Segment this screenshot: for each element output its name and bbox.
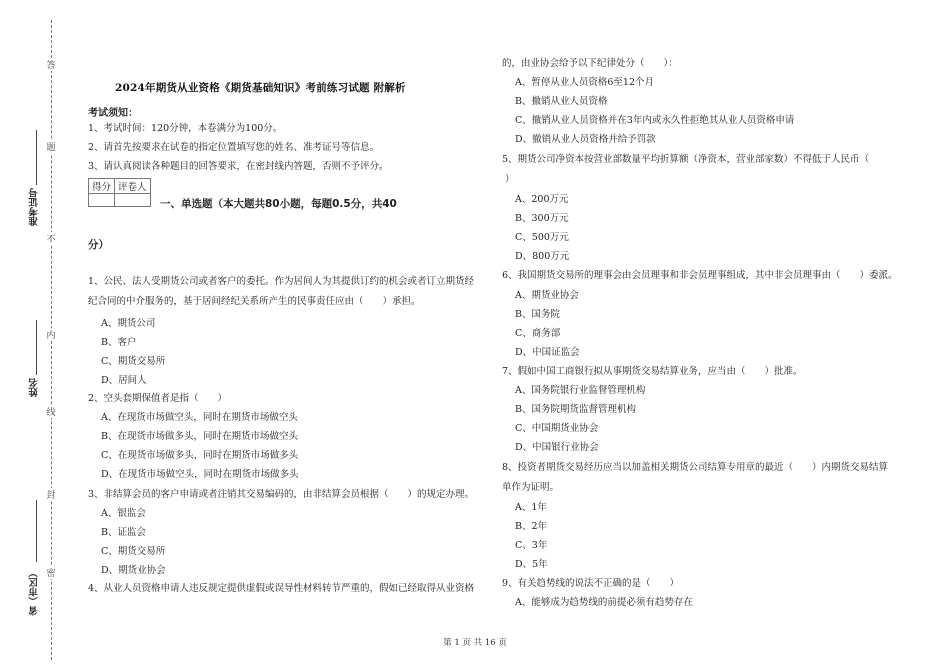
option-line: C、期货交易所 <box>101 546 166 557</box>
notice-item: 1、考试时间：120分钟，本卷满分为100分。 <box>88 123 283 134</box>
question-line: 8、投资者期货交易经历应当以加盖相关期货公司结算专用章的最近（ ）内期货交易结算 <box>502 462 889 473</box>
option-line: D、5年 <box>515 559 548 570</box>
binding-margin <box>0 0 70 671</box>
notice-item: 2、请首先按要求在试卷的指定位置填写您的姓名、准考证号等信息。 <box>88 142 380 153</box>
seal-char-feng: 封 <box>44 488 58 501</box>
question-line: ） <box>505 174 515 185</box>
option-line: B、2年 <box>515 521 548 532</box>
option-line: A、暂停从业人员资格6至12个月 <box>515 77 654 88</box>
option-line: D、在现货市场做空头，同时在期货市场做多头 <box>101 469 299 480</box>
option-line: C、期货交易所 <box>101 356 166 367</box>
option-line: C、撤销从业人员资格并在3年内或永久性拒绝其从业人员资格申请 <box>515 115 795 126</box>
question-line: 5、期货公司净资本按营业部数量平均折算额（净资本，营业部家数）不得低于人民币（ <box>502 154 870 165</box>
grader-cell <box>115 194 151 207</box>
seal-char-bu: 不 <box>44 232 58 245</box>
section-heading-cont: 分） <box>88 239 109 251</box>
name-label: 姓名 <box>29 378 40 397</box>
option-line: D、期货业协会 <box>101 565 166 576</box>
option-line: B、撤销从业人员资格 <box>515 96 608 107</box>
option-line: D、居间人 <box>101 375 147 386</box>
option-line: A、银监会 <box>101 508 146 519</box>
seal-char-xian: 线 <box>44 405 58 418</box>
question-line: 7、假如中国工商银行拟从事期货交易结算业务，应当由（ ）批准。 <box>502 366 803 377</box>
option-line: B、客户 <box>101 337 137 348</box>
option-line: A、期货业协会 <box>515 290 579 301</box>
section-heading: 一、单选题（本大题共80小题，每题0.5分，共40 <box>160 198 397 210</box>
option-line: B、国务院期货监督管理机构 <box>515 404 636 415</box>
option-line: C、500万元 <box>515 232 569 243</box>
grader-label: 评卷人 <box>115 179 151 194</box>
option-line: A、国务院银行业监督管理机构 <box>515 385 646 396</box>
notice-heading: 考试须知： <box>88 108 138 119</box>
option-line: B、300万元 <box>515 213 569 224</box>
question-line: 2、空头套期保值者是指（ ） <box>88 393 228 404</box>
option-line: C、中国期货业协会 <box>515 423 599 434</box>
question-line: 的，由业协会给予以下纪律处分（ ）： <box>502 58 678 69</box>
question-line: 单作为证明。 <box>502 482 560 493</box>
seal-char-da: 答 <box>44 58 58 71</box>
option-line: D、中国银行业协会 <box>515 442 599 453</box>
seal-char-ti: 题 <box>44 140 58 153</box>
exam-number-blank <box>36 130 37 185</box>
option-line: B、在现货市场做多头，同时在期货市场做空头 <box>101 431 298 442</box>
option-line: C、3年 <box>515 540 548 551</box>
score-cell <box>89 194 115 207</box>
exam-number-label: 准考证号 <box>29 188 40 226</box>
page-footer: 第 1 页 共 16 页 <box>443 638 507 648</box>
option-line: C、商务部 <box>515 328 561 339</box>
province-label: 省（市区） <box>29 568 40 616</box>
option-line: A、1年 <box>515 502 547 513</box>
question-line: 9、有关趋势线的说法不正确的是（ ） <box>502 578 680 589</box>
option-line: D、800万元 <box>515 251 570 262</box>
option-line: A、能够成为趋势线的前提必须有趋势存在 <box>515 597 693 608</box>
name-blank <box>36 320 37 375</box>
question-line: 纪合同的中介服务的，基于居间经纪关系所产生的民事责任应由（ ）承担。 <box>88 296 421 307</box>
option-line: C、在现货市场做多头，同时在期货市场做多头 <box>101 450 299 461</box>
question-line: 1、公民、法人受期货公司或者客户的委托。作为居间人为其提供订约的机会或者订立期货经 <box>88 276 475 287</box>
question-line: 4、从业人员资格申请人违反规定提供虚假或误导性材料转节严重的，假如已经取得从业资格 <box>88 583 475 594</box>
option-line: A、在现货市场做空头，同时在期货市场做空头 <box>101 412 298 423</box>
province-blank <box>36 500 37 562</box>
seal-char-mi: 密 <box>44 566 58 579</box>
option-line: A、期货公司 <box>101 318 156 329</box>
question-line: 3、非结算会员的客户申请或者注销其交易编码的，由非结算会员根据（ ）的规定办理。 <box>88 489 475 500</box>
notice-item: 3、请认真阅读各种题目的回答要求，在密封线内答题，否则不予评分。 <box>88 161 389 172</box>
option-line: B、国务院 <box>515 309 560 320</box>
score-table <box>88 178 151 207</box>
option-line: B、证监会 <box>101 527 146 538</box>
option-line: D、中国证监会 <box>515 347 580 358</box>
seal-char-nei: 内 <box>44 328 58 341</box>
exam-title: 2024年期货从业资格《期货基础知识》考前练习试题 附解析 <box>115 82 406 94</box>
question-line: 6、我国期货交易所的理事会由会员理事和非会员理事组成，其中非会员理事由（ ）委派。 <box>502 270 898 281</box>
score-label: 得分 <box>89 179 115 194</box>
option-line: A、200万元 <box>515 194 569 205</box>
option-line: D、撤销从业人员资格并给予罚款 <box>515 134 656 145</box>
